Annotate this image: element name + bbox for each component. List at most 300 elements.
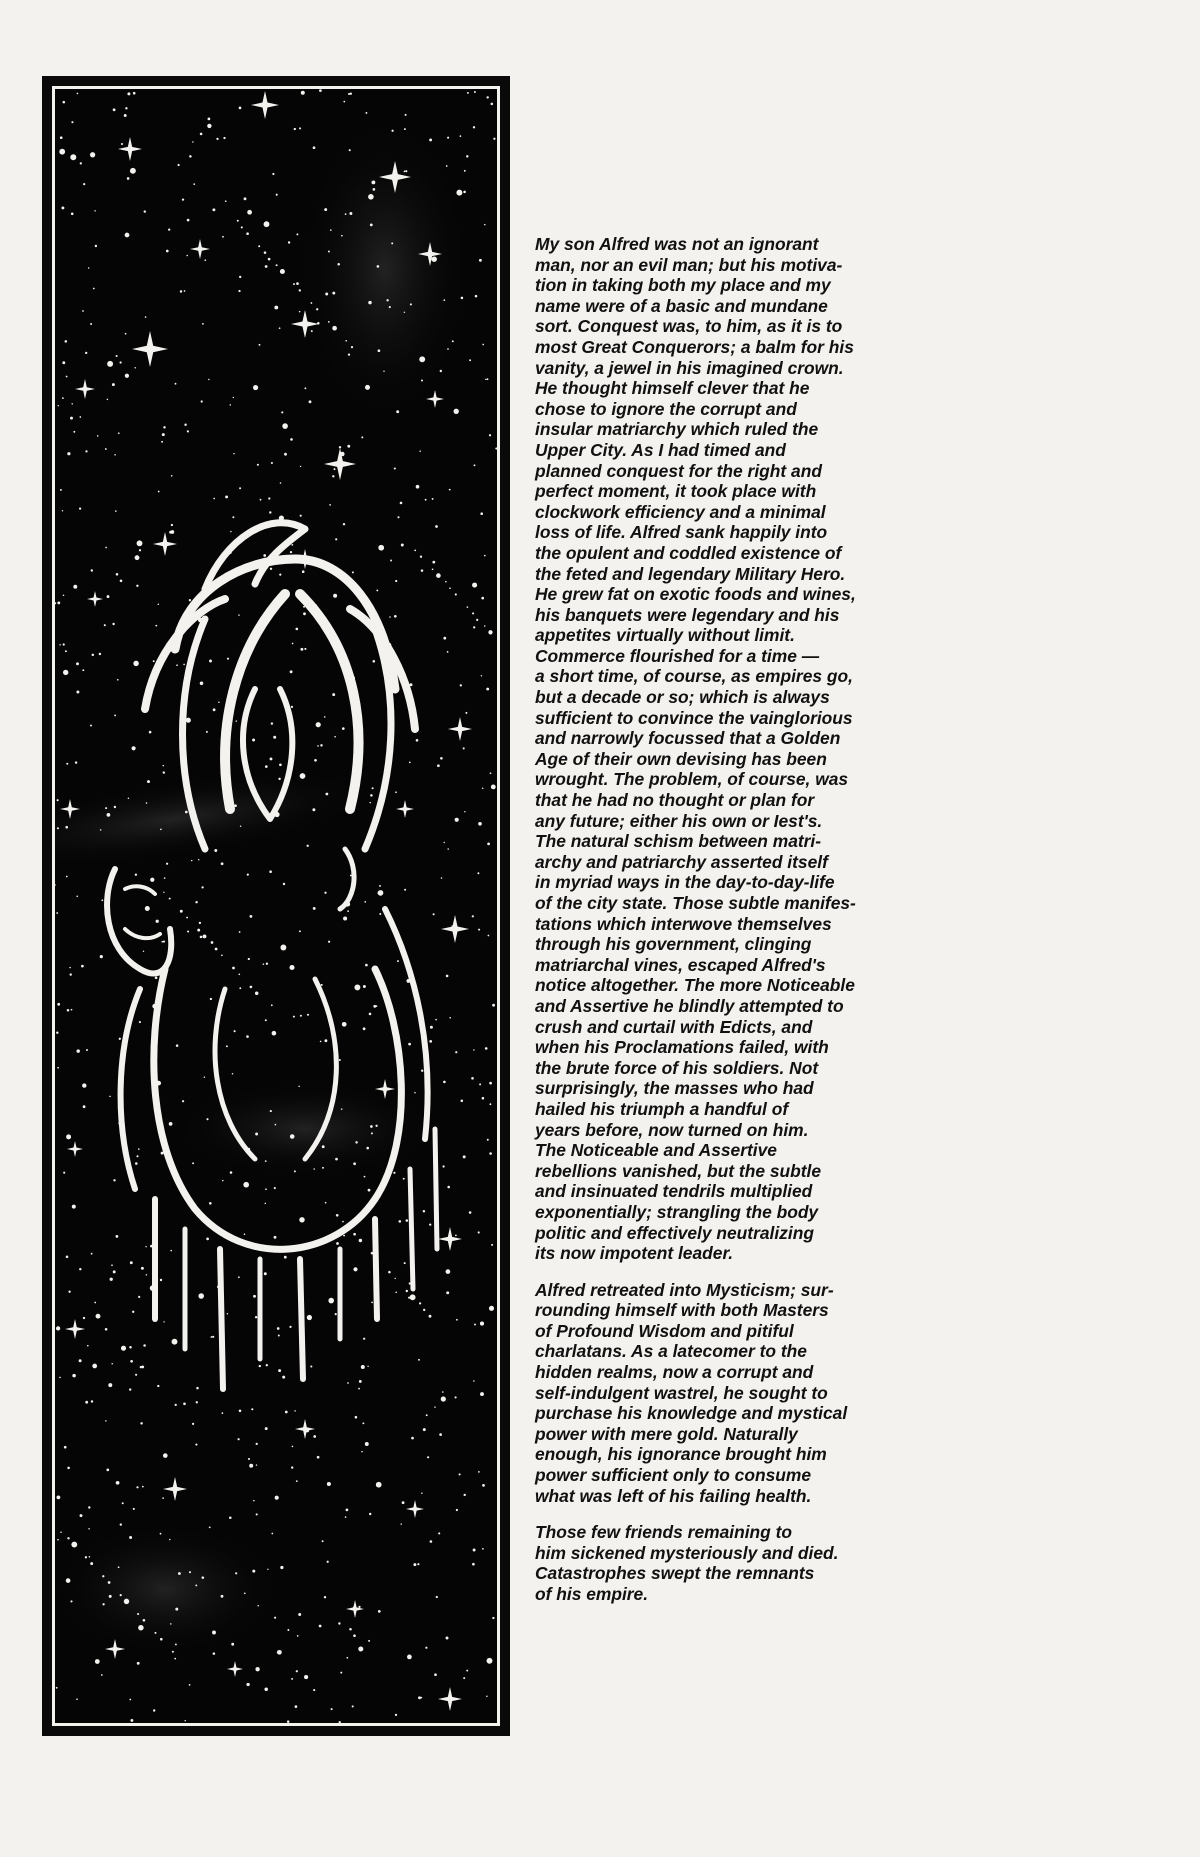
star-dot (56, 1031, 58, 1033)
star-dot (120, 1523, 122, 1525)
star-dot (447, 848, 449, 850)
star-dot (239, 987, 241, 989)
star-dot (187, 430, 189, 432)
star-dot (196, 1401, 198, 1403)
star-dot (83, 1317, 85, 1319)
text-line: appetites virtually without limit. (535, 625, 795, 646)
star-dot (353, 1634, 356, 1637)
star-dot (492, 1617, 494, 1619)
star-dot (175, 1608, 178, 1611)
star-dot (347, 445, 350, 448)
star-dot (70, 417, 73, 420)
star-dot (309, 400, 312, 403)
star-dot (371, 1302, 373, 1304)
star-dot (271, 1533, 273, 1535)
star-dot (227, 1313, 228, 1314)
star-dot (304, 1675, 308, 1679)
star-dot (326, 793, 329, 796)
star-dot (480, 512, 483, 515)
text-line: the feted and legendary Military Hero. (535, 563, 846, 584)
star-dot (284, 1256, 287, 1259)
star-dot (328, 1298, 334, 1304)
star-dot (59, 149, 65, 155)
star-dot (124, 114, 127, 117)
text-line: Alfred retreated into Mysticism; sur- (535, 1279, 834, 1300)
text-line: of the city state. Those subtle manifes- (535, 893, 856, 913)
star-dot (486, 688, 489, 691)
star-dot (244, 1233, 246, 1235)
drip-line (220, 1249, 223, 1389)
star-dot (161, 941, 163, 943)
star-dot (65, 826, 68, 829)
star-dot (472, 915, 474, 917)
star-dot (370, 224, 373, 227)
star-dot (116, 1481, 120, 1485)
drip-line (435, 1129, 437, 1249)
text-line: rebellions vanished, but the subtle (535, 1160, 822, 1181)
star-dot (129, 1388, 131, 1390)
star-dot (189, 155, 192, 158)
star-dot (143, 951, 144, 952)
star-dot (128, 797, 129, 799)
star-dot (100, 829, 102, 831)
star-dot (393, 1172, 395, 1174)
star-dot (174, 1658, 176, 1660)
star-dot (247, 210, 252, 215)
text-line: chose to ignore the corrupt and (535, 398, 797, 419)
text-line: sort. Conquest was, to him, as it is to (535, 316, 843, 337)
star-dot (476, 619, 478, 621)
star-dot (89, 1556, 91, 1558)
star-dot (252, 1570, 255, 1573)
star-dot (464, 170, 466, 172)
star-dot (130, 168, 136, 174)
star-dot (421, 569, 424, 572)
star-dot (130, 1360, 133, 1363)
star-dot (342, 1022, 347, 1027)
star-dot (373, 188, 376, 191)
star-dot (79, 1268, 81, 1270)
star-dot (376, 1482, 382, 1488)
star-dot (106, 1469, 109, 1472)
star-dot (256, 1443, 258, 1445)
text-line: a short time, of course, as empires go, (535, 666, 853, 687)
star-dot (115, 510, 117, 512)
star-dot (328, 251, 330, 253)
star-dot (404, 312, 405, 313)
star-dot (143, 1619, 146, 1622)
star-dot (296, 1480, 298, 1482)
star-dot (405, 114, 407, 116)
star-dot (184, 423, 186, 425)
star-dot (85, 1401, 88, 1404)
star-dot (202, 323, 204, 325)
star-dot (436, 573, 441, 578)
text-line: of his empire. (535, 1584, 649, 1604)
star-dot (71, 121, 73, 123)
star-dot (395, 580, 397, 582)
star-dot (266, 963, 268, 965)
star-dot (295, 1705, 298, 1708)
star-dot (355, 1416, 358, 1419)
star-dot (435, 1019, 437, 1021)
star-dot (371, 1132, 373, 1134)
star-dot (353, 1233, 356, 1236)
star-dot (455, 1235, 457, 1237)
star-dot (114, 806, 116, 808)
star-dot (163, 426, 165, 428)
star-dot (295, 628, 298, 631)
star-dot (418, 1696, 421, 1699)
star-dot (329, 504, 331, 506)
star-dot (410, 1294, 416, 1300)
text-line: He thought himself clever that he (535, 378, 810, 399)
text-line: purchase his knowledge and mystical (535, 1403, 848, 1424)
star-dot (265, 765, 268, 768)
star-dot (231, 1643, 234, 1646)
star-dot (63, 594, 65, 596)
text-line: loss of life. Alfred sank happily into (535, 522, 828, 543)
text-line: years before, now turned on him. (535, 1119, 809, 1140)
star-dot (130, 1719, 133, 1722)
star-dot (346, 1657, 348, 1659)
star-dot (316, 308, 318, 310)
star-dot (372, 787, 374, 789)
star-dot (484, 224, 486, 226)
star-dot (256, 1513, 258, 1515)
star-dot (136, 1486, 138, 1488)
star-dot (105, 1420, 107, 1422)
star-dot (272, 173, 274, 175)
star-dot (110, 1278, 113, 1281)
star-dot (289, 1326, 291, 1328)
star-dot (363, 985, 366, 988)
star-dot (171, 475, 173, 477)
star-dot (161, 441, 163, 443)
star-dot (336, 1242, 339, 1245)
star-dot (299, 289, 301, 291)
star-dot (473, 1049, 474, 1050)
star-dot (368, 194, 374, 200)
text-line: The natural schism between matri- (535, 831, 822, 852)
star-dot (212, 1336, 214, 1338)
star-dot (116, 573, 119, 576)
star-dot (156, 920, 159, 923)
star-dot (211, 941, 214, 944)
star-dot (114, 714, 116, 716)
star-dot (432, 568, 434, 570)
star-dot (365, 964, 368, 967)
star-dot (125, 333, 127, 335)
star-dot (445, 581, 447, 583)
star-dot (61, 206, 64, 209)
star-dot (240, 825, 241, 826)
star-dot (463, 1155, 466, 1158)
star-dot (313, 146, 316, 149)
star-dot (195, 901, 197, 903)
star-dot (140, 1422, 142, 1424)
star-dot (404, 128, 406, 130)
star-dot (352, 1705, 354, 1707)
star-dot (176, 664, 178, 666)
star-dot (171, 530, 175, 534)
star-dot (160, 828, 162, 830)
text-line: that he had no thought or plan for (535, 790, 815, 811)
star-dot (198, 859, 199, 860)
star-dot (145, 1246, 146, 1247)
star-dot (67, 1467, 70, 1470)
star-dot (345, 340, 347, 342)
text-line: exponentially; strangling the body (535, 1201, 819, 1222)
star-dot (395, 791, 397, 793)
star-dot (265, 265, 268, 268)
text-line: him sickened mysteriously and died. (535, 1542, 839, 1563)
star-dot (438, 1532, 440, 1534)
star-dot (307, 1315, 312, 1320)
star-dot (271, 1004, 273, 1006)
star-dot (77, 93, 79, 95)
star-dot (330, 229, 332, 231)
star-dot (172, 1339, 178, 1345)
star-dot (101, 899, 103, 901)
star-dot (91, 1253, 93, 1255)
star-dot (187, 219, 190, 222)
star-dot (290, 1134, 295, 1139)
star-dot (404, 1262, 406, 1264)
star-dot (419, 450, 421, 452)
star-dot (443, 299, 445, 301)
star-dot (491, 784, 496, 789)
star-dot (248, 958, 250, 960)
star-dot (353, 1162, 356, 1165)
star-dot (277, 1327, 280, 1330)
star-dot (446, 1637, 449, 1640)
star-dot (163, 941, 165, 943)
star-dot (293, 1016, 295, 1018)
star-dot (65, 650, 67, 652)
text-line: Catastrophes swept the remnants (535, 1563, 815, 1584)
star-dot (487, 1658, 493, 1664)
star-dot (351, 346, 353, 348)
star-dot (274, 306, 278, 310)
star-dot (294, 128, 296, 130)
star-dot (142, 1486, 144, 1488)
star-dot (423, 1309, 425, 1311)
star-dot (379, 885, 381, 887)
star-dot (461, 297, 464, 300)
text-line: what was left of his failing health. (535, 1485, 812, 1506)
star-dot (141, 1267, 144, 1270)
star-dot (352, 571, 354, 573)
star-dot (169, 1539, 171, 1541)
star-dot (113, 1179, 115, 1181)
star-dot (121, 143, 123, 145)
star-dot (361, 1365, 365, 1369)
star-dot (117, 679, 119, 681)
star-dot (294, 1410, 296, 1412)
star-dot (454, 409, 459, 414)
star-dot (163, 1321, 164, 1322)
star-dot (238, 614, 239, 615)
star-dot (63, 101, 66, 104)
star-dot (280, 269, 285, 274)
star-dot (452, 340, 454, 342)
star-dot (264, 1272, 267, 1275)
story-paragraph (535, 234, 935, 1264)
star-dot (408, 1297, 410, 1299)
star-dot (379, 913, 381, 915)
star-dot (313, 1689, 315, 1691)
star-dot (270, 757, 273, 760)
star-dot (300, 648, 303, 651)
text-line: and Assertive he blindly attempted to (535, 995, 844, 1016)
star-dot (467, 606, 469, 608)
star-dot (419, 1302, 421, 1304)
star-dot (371, 180, 375, 184)
star-dot (336, 1214, 339, 1217)
star-dot (296, 233, 298, 235)
star-dot (359, 1239, 362, 1242)
star-dot (200, 936, 203, 939)
star-dot (195, 1584, 197, 1586)
star-dot (137, 1613, 139, 1615)
text-line: man, nor an evil man; but his motiva- (535, 254, 843, 275)
star-dot (209, 1202, 212, 1205)
star-dot (449, 489, 451, 491)
star-dot (327, 1482, 331, 1486)
star-dot (107, 595, 110, 598)
star-dot (133, 1508, 135, 1510)
illustration-inner-border (52, 86, 500, 1726)
star-dot (202, 1576, 205, 1579)
star-dot (57, 602, 60, 605)
star-dot (255, 1667, 259, 1671)
star-dot (257, 1605, 259, 1607)
star-dot (368, 1640, 370, 1642)
star-dot (418, 1359, 420, 1361)
star-dot (186, 255, 188, 257)
star-dot (421, 379, 423, 381)
star-dot (347, 1382, 349, 1384)
star-dot (124, 1599, 129, 1604)
star-dot (192, 1162, 194, 1164)
star-dot (82, 1083, 86, 1087)
star-dot (158, 604, 160, 606)
star-dot (386, 299, 388, 301)
star-dot (218, 701, 220, 703)
text-line: and insinuated tendrils multiplied (535, 1181, 813, 1202)
star-dot (437, 764, 440, 767)
star-dot (215, 948, 218, 951)
star-dot (238, 1438, 240, 1440)
star-dot (154, 1632, 156, 1634)
star-dot (364, 1176, 366, 1178)
star-dot (335, 1313, 337, 1315)
star-dot (276, 194, 278, 196)
star-dot (72, 1205, 76, 1209)
star-dot (136, 1155, 138, 1157)
star-dot (334, 468, 336, 470)
star-dot (83, 183, 85, 185)
star-dot (266, 1364, 268, 1366)
star-dot (291, 706, 293, 708)
star-dot (85, 450, 87, 452)
text-line: He grew fat on exotic foods and wines, (535, 584, 856, 605)
star-dot (280, 1566, 283, 1569)
star-dot (107, 361, 113, 367)
star-dot (62, 397, 64, 399)
star-dot (139, 549, 141, 551)
star-dot (250, 986, 253, 989)
star-dot (270, 1110, 272, 1112)
star-dot (133, 92, 136, 95)
star-dot (358, 1606, 360, 1608)
star-dot (486, 1696, 488, 1698)
star-dot (461, 1100, 464, 1103)
star-dot (464, 811, 465, 812)
star-dot (478, 822, 482, 826)
star-dot (119, 1038, 121, 1040)
star-dot (71, 1009, 73, 1011)
star-dot (349, 212, 352, 215)
star-dot (343, 916, 347, 920)
star-dot (473, 126, 475, 128)
star-dot (304, 387, 306, 389)
star-dot (230, 531, 231, 532)
star-dot (378, 545, 384, 551)
star-dot (394, 467, 396, 469)
star-dot (120, 1594, 122, 1596)
text-line: charlatans. As a latecomer to the (535, 1341, 807, 1362)
star-dot (155, 625, 157, 627)
text-line: power sufficient only to consume (535, 1465, 812, 1486)
star-dot (138, 1296, 140, 1298)
text-line: hailed his triumph a handful of (535, 1098, 789, 1119)
star-dot (235, 1572, 237, 1574)
star-dot (210, 998, 212, 1000)
star-dot (270, 568, 272, 570)
star-dot (276, 264, 278, 266)
star-dot (244, 1592, 246, 1594)
star-dot (409, 762, 411, 764)
star-dot (304, 648, 306, 650)
star-dot (172, 1651, 174, 1653)
star-dot (162, 1497, 164, 1499)
star-dot (127, 92, 130, 95)
star-dot (246, 232, 249, 235)
star-dot (212, 1631, 216, 1635)
star-dot (491, 103, 494, 106)
star-dot (239, 487, 241, 489)
star-dot (111, 1264, 113, 1266)
star-dot (71, 212, 74, 215)
star-dot (341, 1108, 343, 1110)
text-line: the opulent and coddled existence of (535, 542, 842, 563)
star-dot (57, 799, 59, 801)
star-dot (125, 107, 127, 109)
star-dot (401, 544, 404, 547)
star-dot (223, 137, 225, 139)
star-dot (430, 1540, 433, 1543)
star-dot (293, 283, 295, 285)
star-dot (314, 759, 317, 762)
star-dot (321, 984, 323, 986)
star-dot (168, 228, 170, 230)
star-dot (324, 892, 326, 894)
text-line: crush and curtail with Edicts, and (535, 1016, 813, 1037)
text-line: of Profound Wisdom and pitiful (535, 1320, 794, 1341)
star-dot (209, 660, 212, 663)
